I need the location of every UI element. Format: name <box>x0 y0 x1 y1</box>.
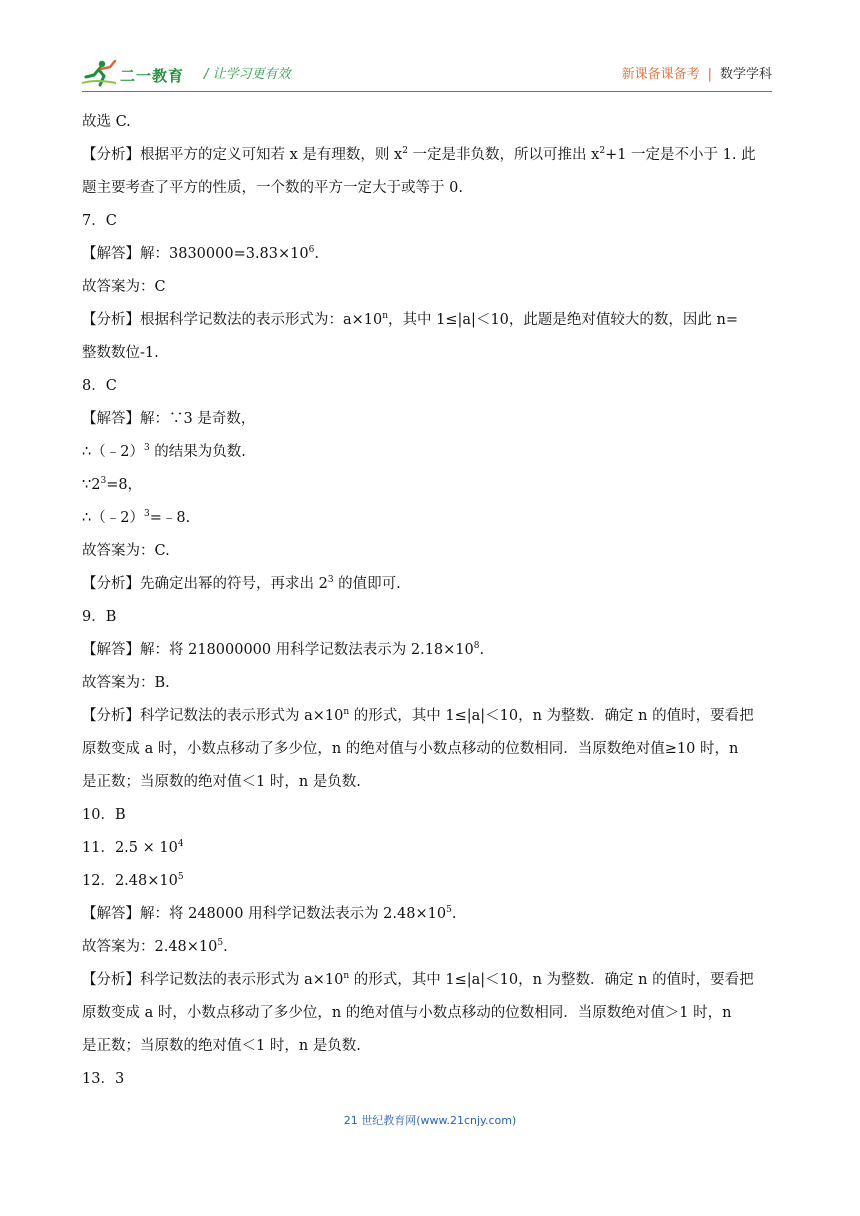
text-run: . <box>314 246 319 262</box>
text-line <box>82 370 782 403</box>
text-line <box>82 535 782 568</box>
text-run: 13．3 <box>82 1071 125 1087</box>
header-separator: | <box>707 67 712 82</box>
logo <box>82 59 192 87</box>
text-run: . <box>479 642 485 658</box>
text-line <box>82 634 782 667</box>
text-run: 7．C <box>82 213 117 229</box>
text-run: =﹣8. <box>149 510 191 526</box>
text-run: 故答案为：2.48×10 <box>82 939 218 955</box>
text-line <box>82 337 782 370</box>
text-run: 的值即可. <box>333 576 401 592</box>
text-line <box>82 403 782 436</box>
text-run: 的形式，其中 1≤|a|＜10，n 为整数．确定 n 的值时，要看把 <box>349 972 754 988</box>
superscript: 3 <box>327 575 334 585</box>
superscript: 8 <box>473 641 480 651</box>
text-run: 的形式，其中 1≤|a|＜10，n 为整数．确定 n 的值时，要看把 <box>349 708 754 724</box>
text-run: 【解答】解：3830000=3.83×10 <box>82 246 309 262</box>
text-run: 故答案为：C. <box>82 543 170 559</box>
text-run: 题主要考查了平方的性质，一个数的平方一定大于或等于 0. <box>82 180 463 196</box>
header-slogan: / 让学习更有效 <box>204 67 291 82</box>
text-run: . <box>223 939 228 955</box>
text-run: 12．2.48×10 <box>82 873 178 889</box>
text-line <box>82 238 782 271</box>
text-line <box>82 205 782 238</box>
text-run: ∴（﹣2） <box>82 510 144 526</box>
superscript: 3 <box>143 443 150 453</box>
text-run: 的结果为负数. <box>149 444 246 460</box>
text-run: 【分析】科学记数法的表示形式为 a×10 <box>82 708 344 724</box>
page-header <box>82 55 772 91</box>
text-line <box>82 898 782 931</box>
text-run: ，其中 1≤|a|＜10，此题是绝对值较大的数，因此 n= <box>388 312 738 328</box>
text-line <box>82 502 782 535</box>
superscript: 4 <box>177 839 184 849</box>
text-run: =8， <box>106 477 143 493</box>
runner-logo-icon <box>82 59 118 87</box>
text-line <box>82 1063 782 1096</box>
text-line <box>82 271 782 304</box>
text-line <box>82 172 782 205</box>
text-run: 【分析】科学记数法的表示形式为 a×10 <box>82 972 344 988</box>
header-subject-label: 数学学科 <box>719 67 772 82</box>
text-run: 原数变成 a 时，小数点移动了多少位，n 的绝对值与小数点移动的位数相同．当原数绝对值≥10 时，n <box>82 741 739 757</box>
header-course-label: 新课备课备考 <box>621 67 700 82</box>
text-line <box>82 1030 782 1063</box>
superscript: 2 <box>402 146 408 156</box>
text-line <box>82 832 782 865</box>
text-line <box>82 733 782 766</box>
text-run: 故答案为：B. <box>82 675 170 691</box>
header-subject <box>622 63 772 82</box>
text-run: 一定是非负数，所以可推出 x <box>407 147 600 163</box>
text-run: +1 一定是不小于 1. 此 <box>605 147 756 163</box>
superscript: 5 <box>217 938 224 948</box>
superscript: 3 <box>143 509 150 519</box>
text-run: 【解答】解：∵3 是奇数， <box>82 411 256 427</box>
text-line <box>82 106 782 139</box>
text-run: 原数变成 a 时，小数点移动了多少位，n 的绝对值与小数点移动的位数相同．当原数绝对值＞1 时，n <box>82 1005 732 1021</box>
text-run: 是正数；当原数的绝对值＜1 时，n 是负数. <box>82 774 361 790</box>
text-run: 【解答】解：将 218000000 用科学记数法表示为 2.18×10 <box>82 642 474 658</box>
text-run: ∴（﹣2） <box>82 444 144 460</box>
superscript: 2 <box>599 146 606 156</box>
text-run: 整数数位-1. <box>82 345 159 361</box>
text-run: 是正数；当原数的绝对值＜1 时，n 是负数. <box>82 1038 361 1054</box>
text-line <box>82 304 782 337</box>
text-run: 【分析】根据平方的定义可知若 x 是有理数，则 x <box>82 147 403 163</box>
text-line <box>82 469 782 502</box>
text-run: 【解答】解：将 248000 用科学记数法表示为 2.48×10 <box>82 906 447 922</box>
text-line <box>82 766 782 799</box>
text-line <box>82 700 782 733</box>
text-line <box>82 436 782 469</box>
text-line <box>82 931 782 964</box>
text-line <box>82 139 782 172</box>
text-run: 11．2.5 × 10 <box>82 840 178 856</box>
text-run: . <box>451 906 457 922</box>
superscript: 3 <box>100 476 107 486</box>
superscript: n <box>382 311 389 321</box>
superscript: 6 <box>308 245 315 255</box>
text-run: 故答案为：C <box>82 279 166 295</box>
text-run: 故选 C. <box>82 114 131 130</box>
text-line <box>82 964 782 997</box>
text-run: 【分析】先确定出幂的符号，再求出 2 <box>82 576 328 592</box>
text-run: 10．B <box>82 807 126 823</box>
superscript: n <box>343 707 350 717</box>
text-run: 9．B <box>82 609 117 625</box>
text-line <box>82 667 782 700</box>
superscript: 5 <box>177 872 184 882</box>
text-line <box>82 799 782 832</box>
text-run: 8．C <box>82 378 117 394</box>
text-line <box>82 865 782 898</box>
text-line <box>82 997 782 1030</box>
text-run: 【分析】根据科学记数法的表示形式为：a×10 <box>82 312 383 328</box>
header-divider <box>82 91 772 92</box>
logo-text: 二一教育 <box>120 67 185 85</box>
page-footer: 21 世纪教育网(www.21cnjy.com) <box>343 1114 517 1127</box>
answer-content <box>82 106 782 1096</box>
text-line <box>82 568 782 601</box>
superscript: n <box>343 971 350 981</box>
superscript: 5 <box>446 905 452 915</box>
text-line <box>82 601 782 634</box>
text-run: ∵2 <box>82 477 101 493</box>
